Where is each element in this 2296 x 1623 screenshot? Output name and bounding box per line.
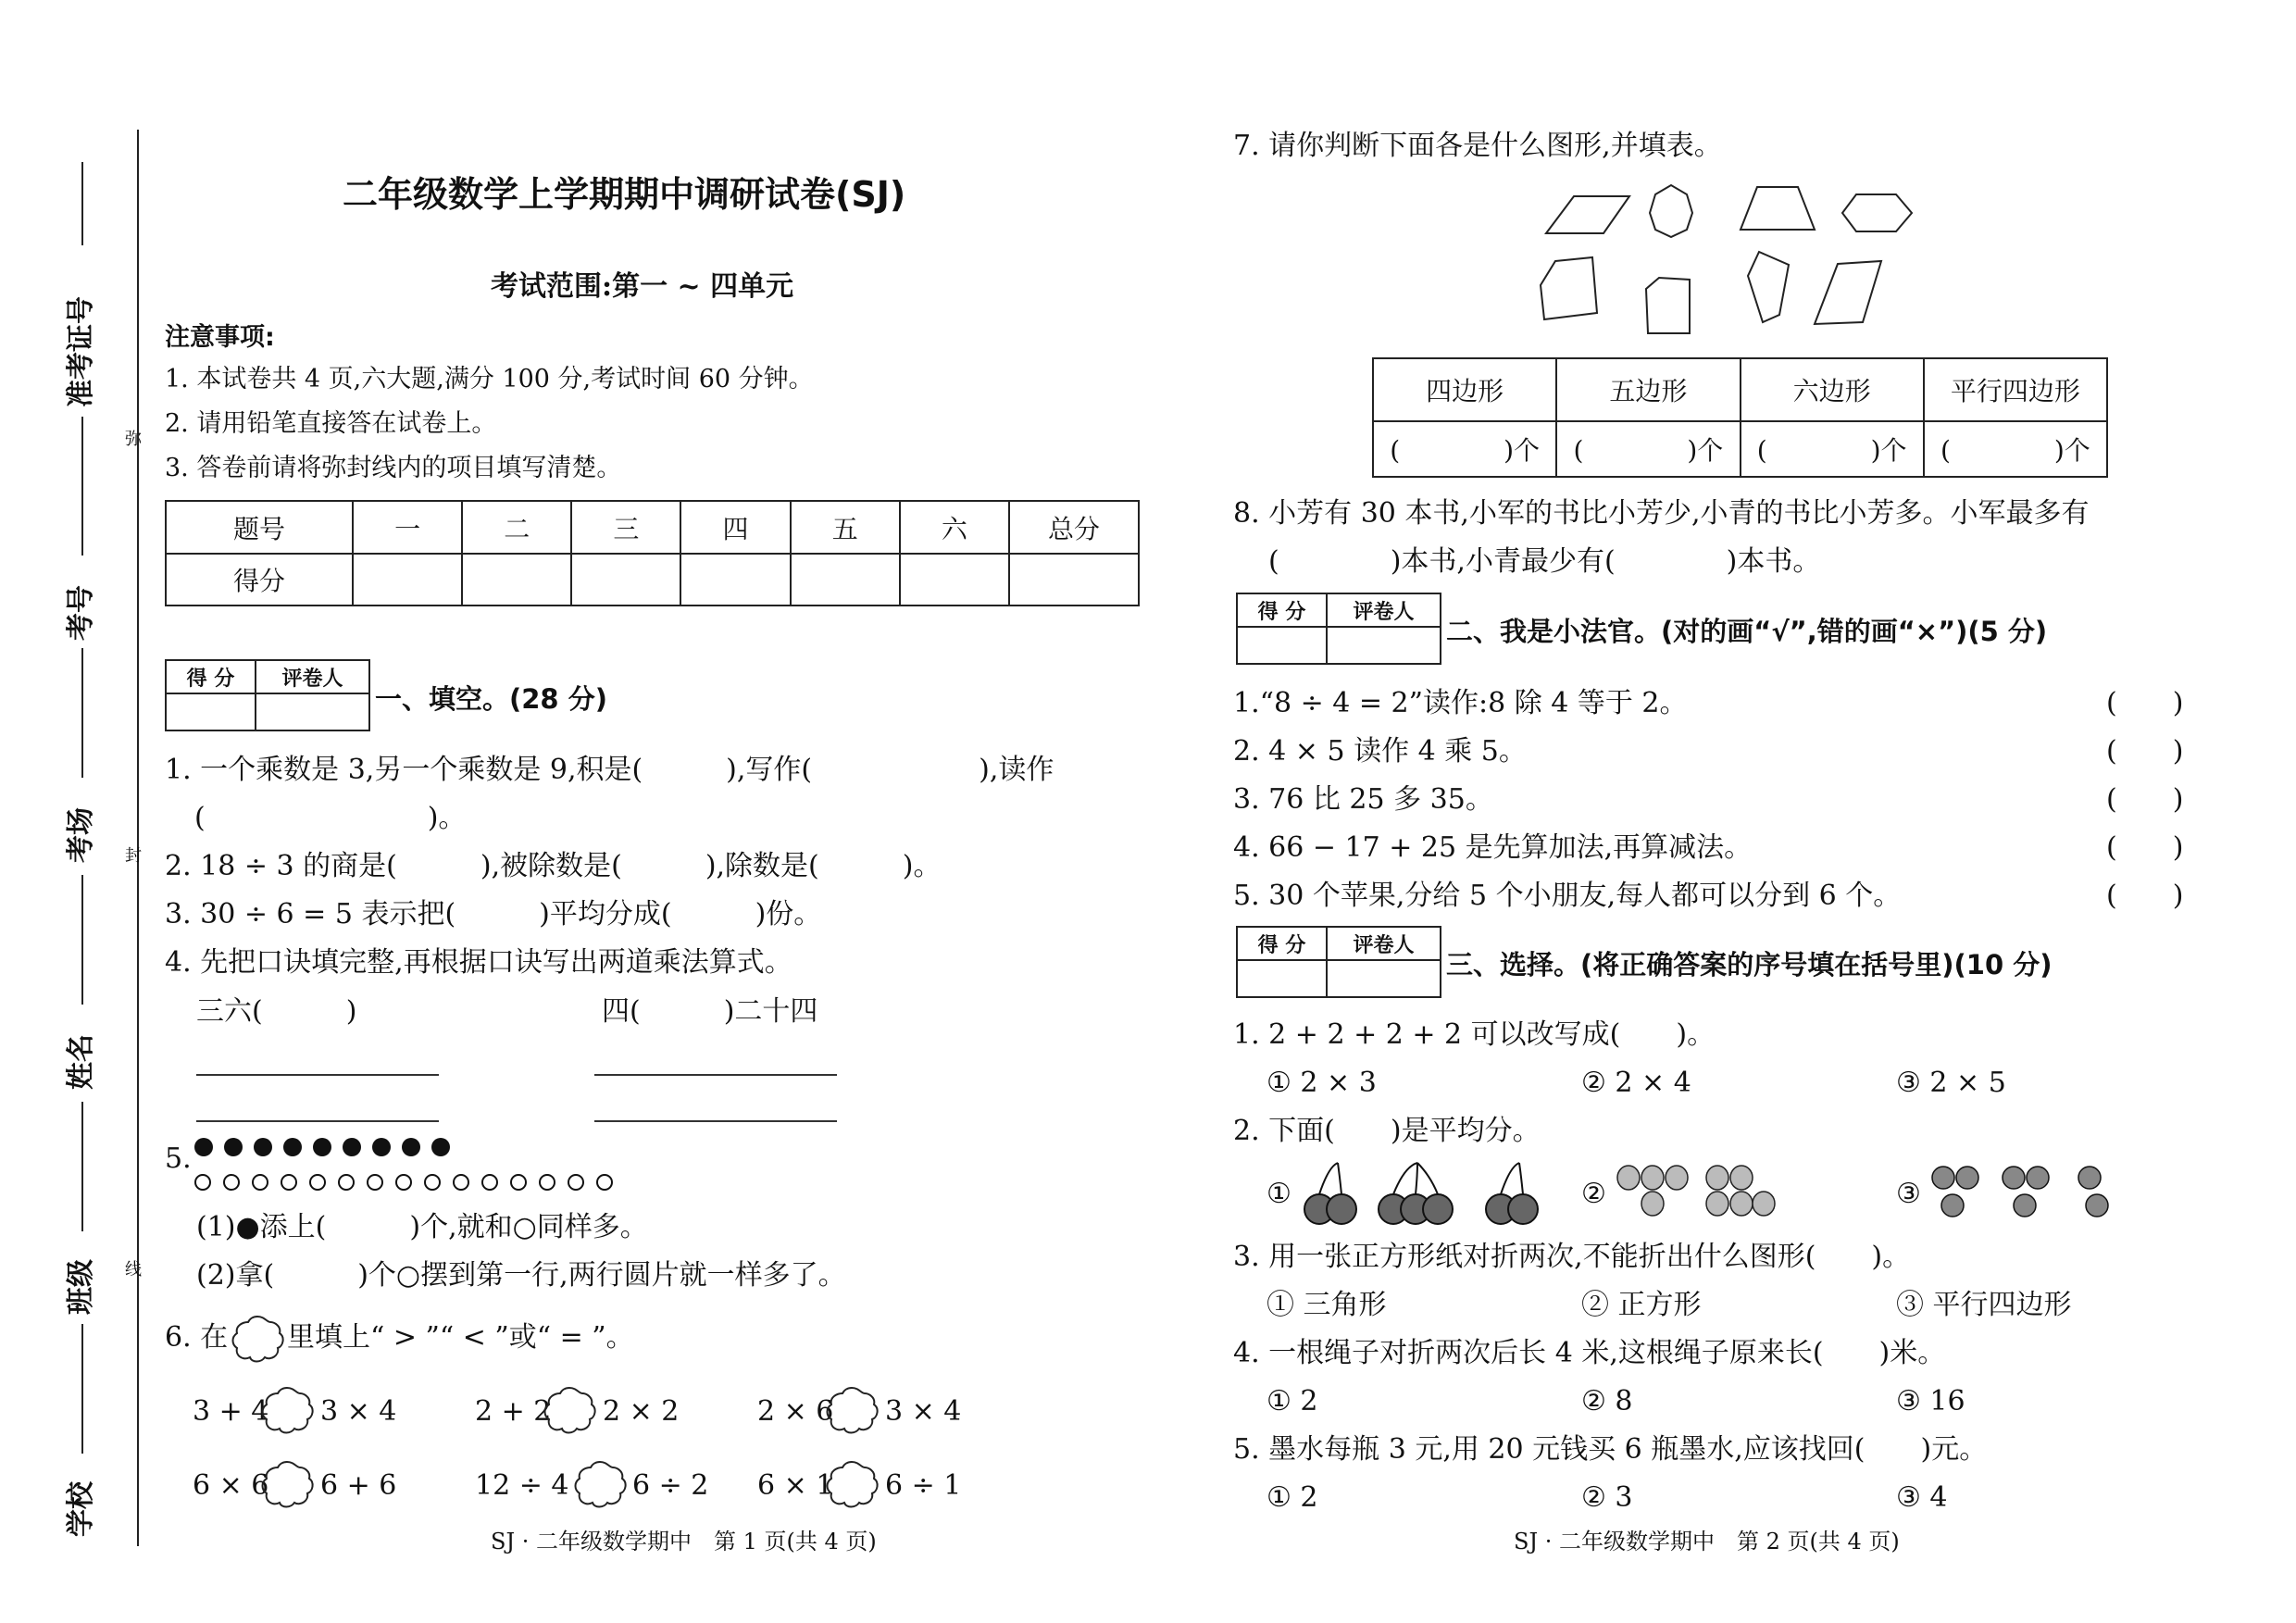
parallelogram-shape (1546, 196, 1629, 233)
score-table-header: 二 (462, 501, 571, 554)
field-label-exam-number: 考号 (65, 585, 97, 641)
score-cell[interactable] (571, 554, 680, 606)
judge-answer-paren[interactable]: ( ) (2106, 783, 2184, 816)
compare-left: 6 × 6 (193, 1469, 269, 1502)
score-row-label: 得分 (166, 554, 353, 606)
field-label-name: 姓名 (65, 1034, 97, 1090)
choice-option[interactable]: ② 3 (1581, 1481, 1633, 1514)
judge-answer-paren[interactable]: ( ) (2106, 831, 2184, 864)
black-dot (431, 1138, 450, 1156)
parallelogram-shape (1815, 261, 1881, 324)
name-field-line (81, 1102, 83, 1231)
compare-right: 6 + 6 (320, 1469, 397, 1502)
cherries-icon (1301, 1157, 1551, 1231)
compare-left: 6 × 1 (757, 1469, 834, 1502)
grader-name-label: 评卷人 (256, 660, 369, 693)
section-title: 三、选择。(将正确答案的序号填在括号里)(10 分) (1446, 949, 2053, 980)
apples-icon (1930, 1157, 2115, 1231)
choice-option[interactable]: ② 8 (1581, 1385, 1633, 1417)
choice-question-3: 3. 用一张正方形纸对折两次,不能折出什么图形( )。 (1233, 1241, 1911, 1273)
black-dot-row (194, 1137, 461, 1156)
compare-left: 3 + 4 (193, 1395, 269, 1428)
pentagon-shape (1646, 278, 1690, 333)
score-table-header: 六 (900, 501, 1009, 554)
question-1-cont: ( )。 (194, 802, 467, 834)
choice-option[interactable]: ③ 4 (1896, 1481, 1948, 1514)
black-dot (343, 1138, 361, 1156)
page-footer: SJ · 二年级数学期中 第 2 页(共 4 页) (1514, 1529, 1900, 1554)
q5-part2: (2)拿( )个○摆到第一行,两行圆片就一样多了。 (196, 1259, 846, 1292)
shape-count-cell[interactable]: ( )个 (1373, 421, 1556, 477)
seal-mark: 封 (125, 846, 142, 866)
score-table-header: 四 (680, 501, 790, 554)
strawberries-icon (1616, 1157, 1782, 1231)
score-cell[interactable] (791, 554, 900, 606)
q4-mnemonic-b: 四( )二十四 (602, 995, 818, 1028)
white-ring-row (194, 1172, 625, 1191)
flower-blank-icon[interactable] (542, 1384, 597, 1436)
choice-question-2: 2. 下面( )是平均分。 (1233, 1115, 1541, 1147)
judge-item: 1.“8 ÷ 4 = 2”读作:8 除 4 等于 2。 (1233, 687, 1688, 719)
shape-table-header: 平行四边形 (1924, 358, 2107, 421)
black-dot (283, 1138, 302, 1156)
flower-blank-icon[interactable] (824, 1458, 880, 1510)
grader-cell[interactable] (256, 693, 369, 730)
judge-answer-paren[interactable]: ( ) (2106, 687, 2184, 719)
exam-title: 二年级数学上学期期中调研试卷(SJ) (343, 174, 906, 215)
score-table-header: 一 (353, 501, 462, 554)
white-ring (194, 1174, 211, 1191)
shape-table-header: 六边形 (1741, 358, 1924, 421)
name-field-line (81, 648, 83, 778)
flower-blank-icon (230, 1313, 285, 1365)
black-dot (372, 1138, 391, 1156)
white-ring (367, 1174, 383, 1191)
grader-box (1236, 926, 1441, 998)
shape-count-cell[interactable]: ( )个 (1556, 421, 1740, 477)
grader-box (1236, 593, 1441, 665)
compare-left: 12 ÷ 4 (475, 1469, 569, 1502)
question-1: 1. 一个乘数是 3,另一个乘数是 9,积是( ),写作( ),读作 (165, 754, 1054, 786)
answer-line[interactable] (594, 1120, 837, 1122)
black-dot (254, 1138, 272, 1156)
grader-box (165, 659, 370, 731)
choice-option[interactable]: ② 2 × 4 (1581, 1067, 1691, 1099)
judge-item: 5. 30 个苹果,分给 5 个小朋友,每人都可以分到 6 个。 (1233, 880, 1902, 912)
shape-count-cell[interactable]: ( )个 (1741, 421, 1924, 477)
choice-option[interactable]: ③ 平行四边形 (1896, 1289, 2072, 1321)
trapezoid-shape (1741, 187, 1815, 230)
question-4: 4. 先把口诀填完整,再根据口诀写出两道乘法算式。 (165, 946, 792, 979)
compare-right: 3 × 4 (320, 1395, 397, 1428)
question-6-pre: 6. 在 (165, 1321, 229, 1354)
field-label-exam-room: 考场 (65, 807, 97, 863)
score-cell[interactable] (462, 554, 571, 606)
choice-option[interactable]: ② 正方形 (1581, 1289, 1702, 1321)
notice-item: 1. 本试卷共 4 页,六大题,满分 100 分,考试时间 60 分钟。 (165, 365, 814, 393)
field-label-exam-id: 准考证号 (65, 296, 97, 407)
page-footer: SJ · 二年级数学期中 第 1 页(共 4 页) (491, 1529, 877, 1554)
choice-option[interactable]: ① 三角形 (1267, 1289, 1387, 1321)
judge-item: 3. 76 比 25 多 35。 (1233, 783, 1493, 816)
compare-right: 6 ÷ 2 (632, 1469, 709, 1502)
grader-cell[interactable] (1327, 960, 1441, 997)
score-table-header: 三 (571, 501, 680, 554)
name-field-line (81, 1324, 83, 1454)
compare-left: 2 + 2 (475, 1395, 552, 1428)
octagon-shape (1650, 185, 1692, 237)
choice-option[interactable]: ① 2 (1267, 1385, 1318, 1417)
white-ring (338, 1174, 355, 1191)
grader-cell[interactable] (1237, 627, 1327, 664)
choice-option[interactable]: ② (1581, 1178, 1606, 1210)
white-ring (596, 1174, 613, 1191)
seal-mark: 弥 (125, 430, 142, 449)
question-5-label: 5. (165, 1142, 192, 1175)
grader-cell[interactable] (1237, 960, 1327, 997)
white-ring (281, 1174, 297, 1191)
black-dot (313, 1138, 331, 1156)
shape-table-header: 四边形 (1373, 358, 1556, 421)
grader-score-label: 得 分 (1237, 593, 1327, 627)
black-dot (194, 1138, 213, 1156)
seal-mark: 线 (125, 1260, 142, 1280)
notice-item: 3. 答卷前请将弥封线内的项目填写清楚。 (165, 454, 622, 482)
exam-scope: 考试范围:第一 ~ 四单元 (491, 270, 794, 303)
grader-name-label: 评卷人 (1327, 927, 1441, 960)
judge-item: 4. 66 − 17 + 25 是先算加法,再算减法。 (1233, 831, 1753, 864)
question-2: 2. 18 ÷ 3 的商是( ),被除数是( ),除数是( )。 (165, 850, 942, 882)
white-ring (539, 1174, 555, 1191)
question-8: 8. 小芳有 30 本书,小军的书比小芳少,小青的书比小芳多。小军最多有 (1233, 497, 2090, 530)
flower-blank-icon[interactable] (572, 1458, 628, 1510)
white-ring (568, 1174, 584, 1191)
black-dot (224, 1138, 243, 1156)
field-label-class: 班级 (65, 1259, 97, 1315)
flower-blank-icon[interactable] (259, 1458, 315, 1510)
shapes-illustration (1537, 176, 1944, 343)
section-title: 二、我是小法官。(对的画“√”,错的画“×”)(5 分) (1446, 616, 2048, 647)
question-8-cont: ( )本书,小青最少有( )本书。 (1268, 545, 1821, 578)
name-field-line (81, 875, 83, 1005)
pentagon-shape (1541, 257, 1597, 319)
grader-cell[interactable] (166, 693, 256, 730)
choice-option[interactable]: ① 2 (1267, 1481, 1318, 1514)
notice-item: 2. 请用铅笔直接答在试卷上。 (165, 409, 497, 438)
score-table (165, 500, 1140, 606)
score-cell[interactable] (353, 554, 462, 606)
flower-blank-icon[interactable] (824, 1384, 880, 1436)
black-dot (402, 1138, 420, 1156)
white-ring (395, 1174, 412, 1191)
judge-answer-paren[interactable]: ( ) (2106, 735, 2184, 768)
white-ring (424, 1174, 441, 1191)
white-ring (252, 1174, 268, 1191)
white-ring (223, 1174, 240, 1191)
choice-option[interactable]: ① 2 × 3 (1267, 1067, 1377, 1099)
field-label-school: 学校 (65, 1481, 97, 1537)
pentagon-shape (1748, 252, 1789, 322)
score-table-header: 五 (791, 501, 900, 554)
answer-line[interactable] (196, 1074, 439, 1076)
shape-count-table (1372, 357, 2108, 478)
answer-line[interactable] (196, 1120, 439, 1122)
choice-option[interactable]: ① (1267, 1178, 1292, 1210)
grader-cell[interactable] (1327, 627, 1441, 664)
white-ring (510, 1174, 527, 1191)
choice-option[interactable]: ③ 16 (1896, 1385, 1965, 1417)
grader-name-label: 评卷人 (1327, 593, 1441, 627)
grader-score-label: 得 分 (1237, 927, 1327, 960)
notice-title: 注意事项: (165, 323, 275, 352)
compare-right: 6 ÷ 1 (885, 1469, 962, 1502)
shape-count-cell[interactable]: ( )个 (1924, 421, 2107, 477)
name-field-line (81, 417, 83, 556)
hexagon-shape (1842, 194, 1912, 231)
choice-question-5: 5. 墨水每瓶 3 元,用 20 元钱买 6 瓶墨水,应该找回( )元。 (1233, 1433, 1988, 1466)
score-cell[interactable] (680, 554, 790, 606)
judge-item: 2. 4 × 5 读作 4 乘 5。 (1233, 735, 1527, 768)
choice-option[interactable]: ③ (1896, 1178, 1921, 1210)
grader-score-label: 得 分 (166, 660, 256, 693)
choice-question-4: 4. 一根绳子对折两次后长 4 米,这根绳子原来长( )米。 (1233, 1337, 1946, 1369)
answer-line[interactable] (594, 1074, 837, 1076)
score-cell[interactable] (900, 554, 1009, 606)
q5-part1: (1)●添上( )个,就和○同样多。 (196, 1211, 648, 1243)
question-3: 3. 30 ÷ 6 = 5 表示把( )平均分成( )份。 (165, 898, 822, 930)
compare-left: 2 × 6 (757, 1395, 834, 1428)
score-table-header: 题号 (166, 501, 353, 554)
choice-option[interactable]: ③ 2 × 5 (1896, 1067, 2006, 1099)
judge-answer-paren[interactable]: ( ) (2106, 880, 2184, 912)
name-field-line (81, 162, 83, 245)
section-title: 一、填空。(28 分) (375, 683, 607, 715)
choice-question-1: 1. 2 + 2 + 2 + 2 可以改写成( )。 (1233, 1018, 1716, 1051)
white-ring (309, 1174, 326, 1191)
compare-right: 2 × 2 (603, 1395, 680, 1428)
white-ring (453, 1174, 469, 1191)
score-cell[interactable] (1009, 554, 1139, 606)
flower-blank-icon[interactable] (259, 1384, 315, 1436)
question-6-post: 里填上“ > ”“ < ”或“ = ”。 (287, 1321, 634, 1354)
white-ring (481, 1174, 498, 1191)
compare-right: 3 × 4 (885, 1395, 962, 1428)
shape-table-header: 五边形 (1556, 358, 1740, 421)
score-table-header: 总分 (1009, 501, 1139, 554)
q4-mnemonic-a: 三六( ) (196, 995, 357, 1028)
question-7: 7. 请你判断下面各是什么图形,并填表。 (1233, 130, 1722, 162)
